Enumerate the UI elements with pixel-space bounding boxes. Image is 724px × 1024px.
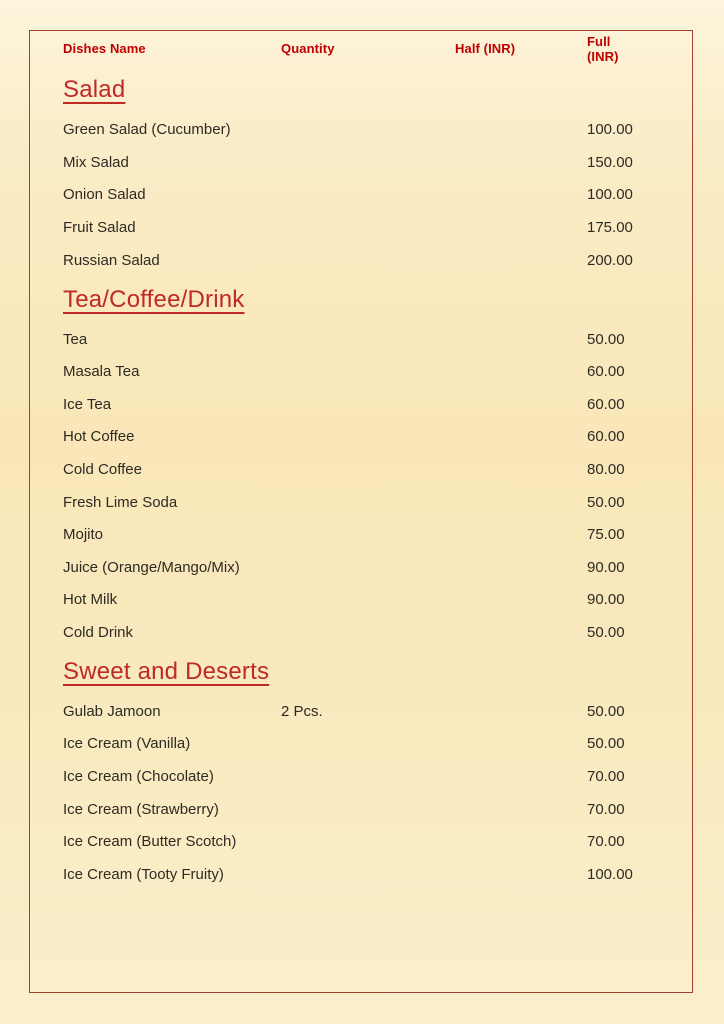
menu-item-row (63, 584, 633, 617)
section-heading-wrap (63, 276, 633, 322)
menu-item-row (63, 616, 633, 649)
menu-section (63, 67, 633, 276)
section-heading-wrap (63, 649, 633, 695)
menu-item-row (63, 793, 633, 826)
menu-item-row (63, 211, 633, 244)
item-full-price: 75.00 (587, 526, 625, 544)
item-name: Ice Tea (63, 395, 112, 413)
menu-item-row (63, 323, 633, 356)
item-full-price: 60.00 (587, 428, 625, 446)
item-name: Ice Cream (Butter Scotch) (63, 833, 237, 851)
item-full-price: 100.00 (587, 186, 633, 204)
section-title: Sweet and Deserts (63, 657, 270, 685)
menu-item-row (63, 695, 633, 728)
menu-item-row (63, 244, 633, 277)
item-full-price: 90.00 (587, 558, 625, 576)
menu-table (63, 30, 633, 891)
section-heading-wrap (63, 67, 633, 113)
item-name: Ice Cream (Vanilla) (63, 735, 191, 753)
item-full-price: 150.00 (587, 153, 633, 171)
item-name: Hot Milk (63, 591, 118, 609)
column-header-half-inr: Half (INR) (455, 41, 516, 56)
menu-item-row (63, 388, 633, 421)
menu-item-row (63, 179, 633, 212)
menu-section (63, 649, 633, 891)
item-name: Juice (Orange/Mango/Mix) (63, 558, 240, 576)
item-name: Fresh Lime Soda (63, 493, 178, 511)
item-name: Cold Drink (63, 623, 134, 641)
item-full-price: 90.00 (587, 591, 625, 609)
menu-sections (63, 67, 633, 891)
item-name: Tea (63, 330, 88, 348)
item-name: Ice Cream (Tooty Fruity) (63, 865, 224, 883)
menu-section (63, 276, 633, 648)
item-full-price: 50.00 (587, 493, 625, 511)
item-full-price: 70.00 (587, 768, 625, 786)
item-full-price: 60.00 (587, 395, 625, 413)
menu-item-row (63, 113, 633, 146)
column-header-dishes-name: Dishes Name (63, 41, 146, 56)
item-name: Green Salad (Cucumber) (63, 121, 231, 139)
section-title: Salad (63, 76, 126, 104)
column-header-row (63, 30, 633, 67)
item-name: Ice Cream (Strawberry) (63, 800, 219, 818)
item-name: Fruit Salad (63, 218, 136, 236)
item-full-price: 100.00 (587, 865, 633, 883)
menu-item-row (63, 858, 633, 891)
menu-item-row (63, 728, 633, 761)
menu-item-row (63, 453, 633, 486)
item-full-price: 200.00 (587, 251, 633, 269)
menu-item-row (63, 760, 633, 793)
item-name: Cold Coffee (63, 460, 142, 478)
column-header-quantity: Quantity (281, 41, 335, 56)
menu-item-row (63, 825, 633, 858)
item-name: Mojito (63, 526, 104, 544)
section-items (63, 113, 633, 276)
item-quantity: 2 Pcs. (281, 702, 323, 720)
item-full-price: 70.00 (587, 833, 625, 851)
item-full-price: 100.00 (587, 121, 633, 139)
item-name: Russian Salad (63, 251, 160, 269)
item-full-price: 50.00 (587, 330, 625, 348)
section-items (63, 323, 633, 649)
column-header-full-inr: Full (INR) (587, 33, 619, 64)
item-full-price: 80.00 (587, 460, 625, 478)
item-name: Ice Cream (Chocolate) (63, 768, 214, 786)
item-full-price: 50.00 (587, 735, 625, 753)
item-full-price: 60.00 (587, 363, 625, 381)
menu-item-row (63, 146, 633, 179)
item-full-price: 50.00 (587, 623, 625, 641)
item-name: Hot Coffee (63, 428, 135, 446)
menu-item-row (63, 551, 633, 584)
item-name: Mix Salad (63, 153, 129, 171)
menu-item-row (63, 518, 633, 551)
item-full-price: 70.00 (587, 800, 625, 818)
menu-item-row (63, 421, 633, 454)
menu-item-row (63, 486, 633, 519)
menu-item-row (63, 355, 633, 388)
item-name: Gulab Jamoon (63, 702, 161, 720)
item-full-price: 50.00 (587, 702, 625, 720)
item-full-price: 175.00 (587, 218, 633, 236)
section-title: Tea/Coffee/Drink (63, 285, 245, 313)
item-name: Masala Tea (63, 363, 140, 381)
section-items (63, 695, 633, 891)
item-name: Onion Salad (63, 186, 146, 204)
